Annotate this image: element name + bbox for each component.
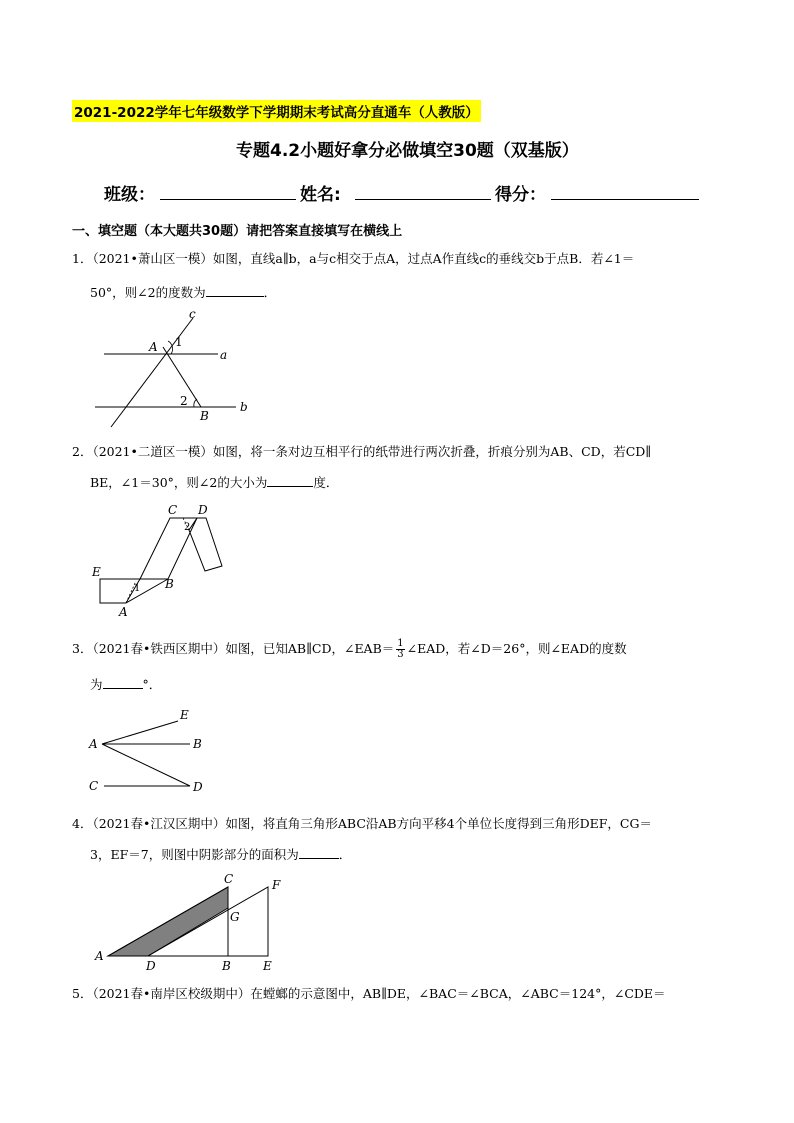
label-B: B	[200, 409, 209, 423]
page-title: 专题4.2小题好拿分必做填空30题（双基版）	[236, 141, 579, 161]
label-A: A	[119, 605, 128, 619]
label-B: B	[222, 959, 231, 973]
question-text: ．	[338, 847, 352, 862]
question-text: 3，EF＝7，则图中阴影部分的面积为	[90, 847, 299, 862]
label-c: c	[189, 307, 196, 321]
label-b: b	[240, 400, 248, 414]
name-label: 姓名:	[300, 185, 341, 205]
label-A: A	[95, 949, 104, 963]
question-text: BE，∠1＝30°，则∠2的大小为	[90, 475, 268, 490]
label-B: B	[193, 737, 202, 751]
question-5-line-1	[72, 985, 666, 1003]
fraction-one-third: $\frac{1}{3}$	[397, 638, 404, 660]
label-E: E	[92, 565, 101, 579]
label-2: 2	[184, 522, 191, 533]
question-source: （2021•萧山区一模）	[92, 251, 213, 266]
label-E: E	[263, 959, 272, 973]
label-B: B	[165, 577, 174, 591]
label-C: C	[89, 779, 99, 793]
question-text: 度．	[313, 475, 339, 490]
label-A: A	[89, 737, 98, 751]
label-D: D	[198, 503, 208, 517]
label-C: C	[168, 503, 178, 517]
triangle-ABC	[108, 887, 228, 956]
question-number: 4．	[72, 816, 93, 831]
class-label: 班级：	[104, 185, 155, 205]
triangle-DEF	[148, 887, 268, 956]
question-text: 如图，已知AB∥CD，∠EAB＝	[225, 641, 395, 656]
label-1: 1	[175, 335, 183, 349]
question-number: 1．	[72, 251, 93, 266]
question-text: 如图，直线a∥b，a与c相交于点A，过点A作直线c的垂线交b于点B．若∠1＝	[212, 251, 635, 266]
header-banner: 2021-2022学年七年级数学下学期期末考试高分直通车（人教版）	[72, 100, 481, 122]
question-number: 5．	[72, 986, 93, 1001]
section-heading: 一、填空题（本大题共30题）请把答案直接填写在横线上	[72, 224, 403, 239]
label-E: E	[180, 708, 189, 722]
question-text: 为	[90, 677, 103, 692]
question-text: 50°，则∠2的度数为	[90, 285, 206, 300]
label-1: 1	[134, 583, 141, 594]
label-C: C	[224, 872, 234, 886]
label-F: F	[272, 878, 281, 892]
question-number: 2．	[72, 444, 93, 459]
question-text: 如图，将一条对边互相平行的纸带进行两次折叠，折痕分别为AB、CD，若CD∥	[212, 444, 652, 459]
score-label: 得分：	[495, 185, 546, 205]
question-text: 如图，将直角三角形ABC沿AB方向平移4个单位长度得到三角形DEF，CG＝	[225, 816, 652, 831]
question-source: （2021春•南岸区校级期中）	[92, 986, 251, 1001]
question-text: 在螳螂的示意图中，AB∥DE，∠BAC＝∠BCA，∠ABC＝124°，∠CDE＝	[250, 986, 666, 1001]
question-source: （2021•二道区一模）	[92, 444, 213, 459]
question-text: ∠EAD，若∠D＝26°，则∠EAD的度数	[406, 641, 627, 656]
label-D: D	[146, 959, 156, 973]
question-text: ．	[263, 285, 277, 300]
label-a: a	[220, 348, 228, 362]
question-source: （2021春•江汉区期中）	[92, 816, 226, 831]
label-G: G	[230, 910, 240, 924]
question-source: （2021春•铁西区期中）	[92, 641, 226, 656]
question-number: 3．	[72, 641, 93, 656]
question-text: °．	[142, 677, 162, 692]
label-A: A	[149, 340, 158, 354]
label-D: D	[193, 780, 203, 794]
label-2: 2	[180, 394, 188, 408]
